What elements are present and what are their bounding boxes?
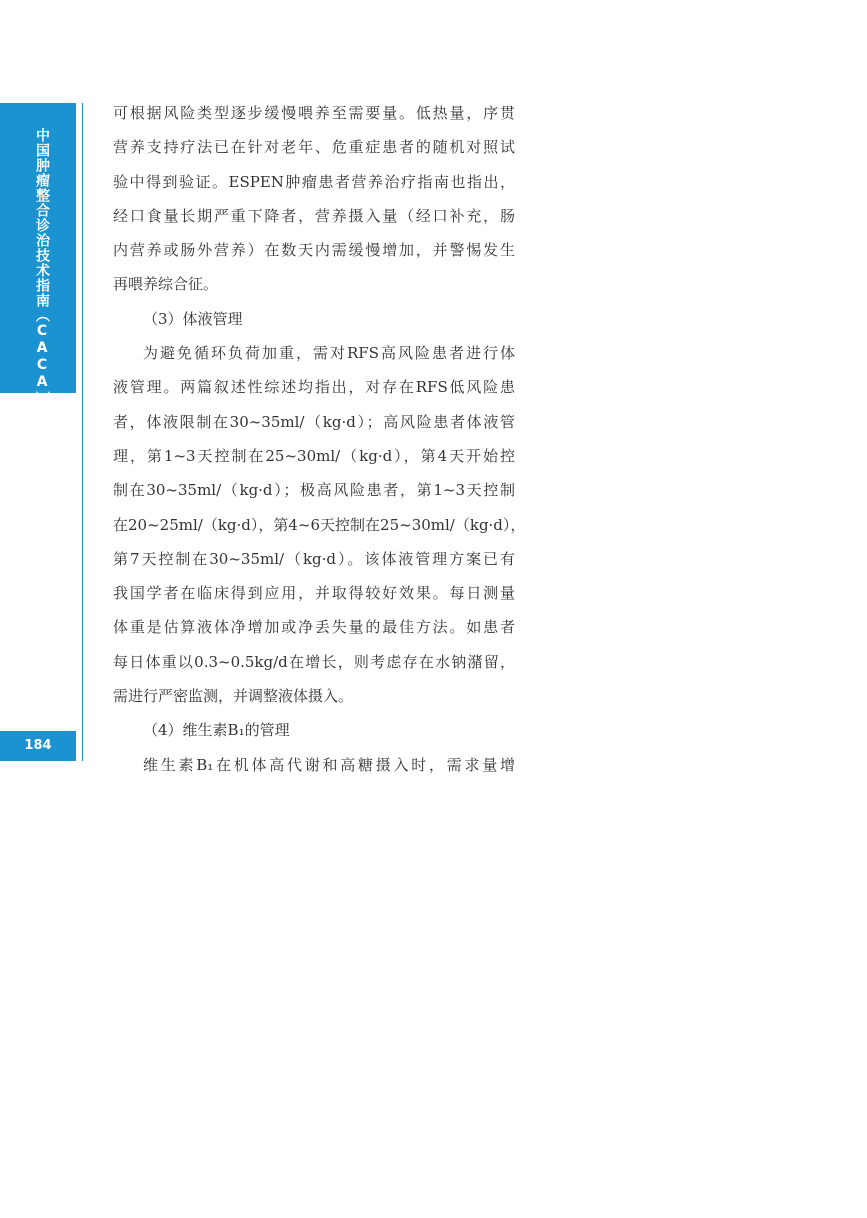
text-line: 液管理。两篇叙述性综述均指出，对存在RFS低风险患 (113, 378, 515, 397)
text-line: 内营养或肠外营养）在数天内需缓慢增加，并警惕发生 (113, 241, 515, 260)
text-line: 再喂养综合征。 (113, 275, 219, 294)
text-line: 维生素B₁在机体高代谢和高糖摄入时，需求量增 (143, 755, 515, 774)
book-title: 中国肿瘤整合诊治技术指南（CACA） (34, 128, 50, 406)
text-line: 理，第1~3天控制在25~30ml/（kg·d），第4天开始控 (113, 446, 515, 465)
margin-rule (82, 103, 83, 761)
section-heading: （3）体液管理 (143, 309, 243, 328)
text-line: 可根据风险类型逐步缓慢喂养至需要量。低热量，序贯 (113, 104, 515, 122)
text-line: 在20~25ml/（kg·d），第4~6天控制在25~30ml/（kg·d）， (113, 515, 526, 534)
text-line: 我国学者在临床得到应用，并取得较好效果。每日测量 (113, 584, 515, 603)
text-line: 体重是估算液体净增加或净丢失量的最佳方法。如患者 (113, 618, 515, 637)
text-line: 者，体液限制在30~35ml/（kg·d）；高风险患者体液管 (113, 412, 515, 431)
text-line: 验中得到验证。ESPEN肿瘤患者营养治疗指南也指出， (113, 172, 515, 191)
body-text (113, 96, 526, 782)
text-line: 营养支持疗法已在针对老年、危重症患者的随机对照试 (113, 138, 515, 157)
text-line: 需进行严密监测，并调整液体摄入。 (113, 687, 354, 706)
text-line: 每日体重以0.3~0.5kg/d在增长，则考虑存在水钠潴留， (113, 652, 515, 671)
page-number: 184 (24, 738, 52, 753)
text-line: 制在30~35ml/（kg·d）；极高风险患者，第1~3天控制 (113, 481, 515, 500)
section-heading: （4）维生素B₁的管理 (143, 721, 290, 740)
text-line: 为避免循环负荷加重，需对RFS高风险患者进行体 (143, 344, 515, 363)
text-line: 经口食量长期严重下降者，营养摄入量（经口补充，肠 (113, 206, 515, 225)
text-line: 第7天控制在30~35ml/（kg·d）。该体液管理方案已有 (113, 549, 515, 568)
